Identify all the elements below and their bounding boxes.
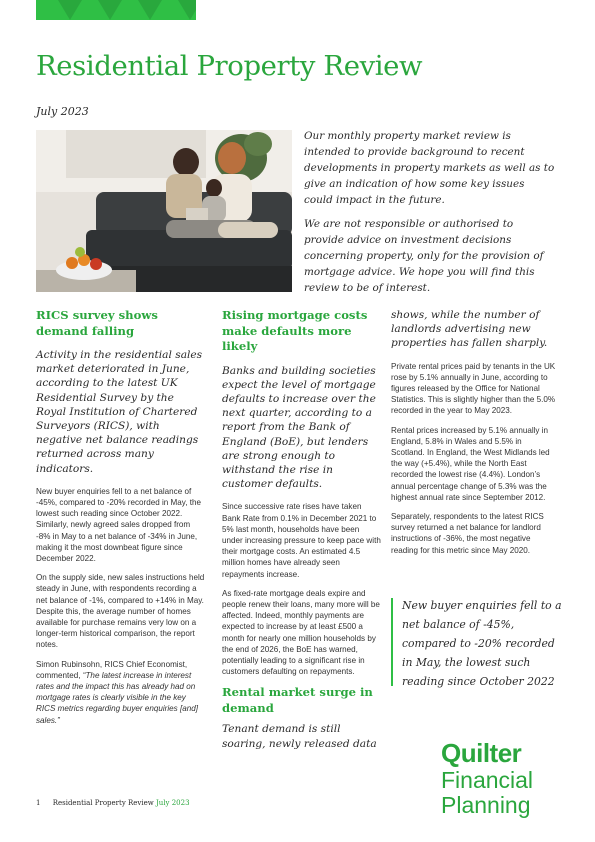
pull-quote: New buyer enquiries fell to a net balance of -45%, compared to -20% recorded in May, the lowest such reading since October 2022 <box>402 599 562 688</box>
section-heading: Rental market surge in demand <box>222 685 373 715</box>
logo-line: Financial <box>441 767 534 793</box>
body-paragraph: New buyer enquiries fell to a net balance of -45%, compared to -20% recorded in May, the lowest such reading since October 2022. Similarly, newly agreed sales dropped from -8% in May to a net balance of -34% in June, making it the most downbeat figure since December 2022. <box>36 486 201 564</box>
intro-text <box>304 128 556 304</box>
column-mortgage-defaults <box>222 308 382 761</box>
section-lead: Tenant demand is still soaring, newly released data <box>222 723 377 750</box>
body-paragraph: On the supply side, new sales instructions held steady in June, with respondents recording a net balance of -1%, compared to +14% in May. Despite this, the average number of homes available for purchase remains very low on a longer-term historical comparison, the report notes. <box>36 573 205 650</box>
body-paragraph: Rental prices increased by 5.1% annually in England, 5.8% in Wales and 5.5% in Scotland. In England, the West Midlands led the way (+5.4%), while the North East recorded the lowest rise (4.4%). London’s annual percentage change of 5.3% was the highest annual rate since September 2012. <box>391 425 550 502</box>
body-paragraph: Since successive rate rises have taken Bank Rate from 0.1% in December 2021 to 5% last month, households have been under increasing pressure to keep pace with their mortgage costs. An estimated 4.5 million homes have already seen repayments increase. <box>222 502 381 579</box>
issue-date: July 2023 <box>36 105 89 118</box>
page-number: 1 <box>36 799 41 807</box>
section-lead: Activity in the residential sales market deteriorated in June, according to the latest UK Residential Survey by the Royal Institution of Chartered Surveyors (RICS), with negative net balance readings returned across many indicators. <box>36 349 203 475</box>
column-rics-survey <box>36 308 206 734</box>
logo-line: Quilter <box>441 738 522 768</box>
body-paragraph: As fixed-rate mortgage deals expire and people renew their loans, many more will be affected. Indeed, monthly payments are expected to increase by at least £500 a month for nearly one million households by the end of 2026, the BoE has warned, potentially leading to a significant rise in customers defaulting on repayments. <box>222 588 380 677</box>
intro-paragraph: Our monthly property market review is intended to provide background to recent developments in property markets as well as to give an indication of how some key issues could impact in the future. <box>304 130 555 206</box>
body-paragraph: Private rental prices paid by tenants in the UK rose by 5.1% annually in June, according to figures released by the Office for National Statistics. This is slightly higher than the 5.0% recorded in the year to May 2023. <box>391 361 556 416</box>
top-accent-bar <box>36 0 196 20</box>
family-on-sofa-photo <box>36 130 292 292</box>
body-paragraph <box>36 659 206 726</box>
footer-title: Residential Property Review <box>52 799 154 807</box>
body-paragraph: Separately, respondents to the latest RICS survey returned a net balance for landlord instructions of -36%, the most negative reading for this metric since May 2020. <box>391 512 544 555</box>
quote-intro: Simon Rubinsohn, RICS Chief Economist, commented, <box>36 659 188 680</box>
footer-date: July 2023 <box>155 799 190 807</box>
logo-line: Planning <box>441 792 531 818</box>
column-rental-market <box>391 308 556 564</box>
page-title: Residential Property Review <box>36 50 423 82</box>
section-heading: Rising mortgage costs make defaults more likely <box>222 308 368 353</box>
pull-quote-rule <box>391 598 393 686</box>
page-footer <box>36 799 190 807</box>
section-lead: Banks and building societies expect the level of mortgage defaults to increase over the next quarter, according to a report from the Bank of England (BoE), but lenders are strong enough to withstand the rise in customer defaults. <box>222 364 376 491</box>
quote-text: “The latest increase in interest rates and the impact this has already had on mortgage rates is clearly visible in the key RICS metrics regarding buyer enquiries [and] sales.” <box>36 670 198 725</box>
quilter-logo <box>441 740 566 817</box>
section-heading: RICS survey shows demand falling <box>36 308 158 338</box>
intro-paragraph: We are not responsible or authorised to provide advice on investment decisions concerning property, only for the provision of mortgage advice. We hope you will find this review to be of interest. <box>304 218 544 294</box>
section-lead-continued: shows, while the number of landlords advertising new properties has fallen sharply. <box>391 309 548 350</box>
